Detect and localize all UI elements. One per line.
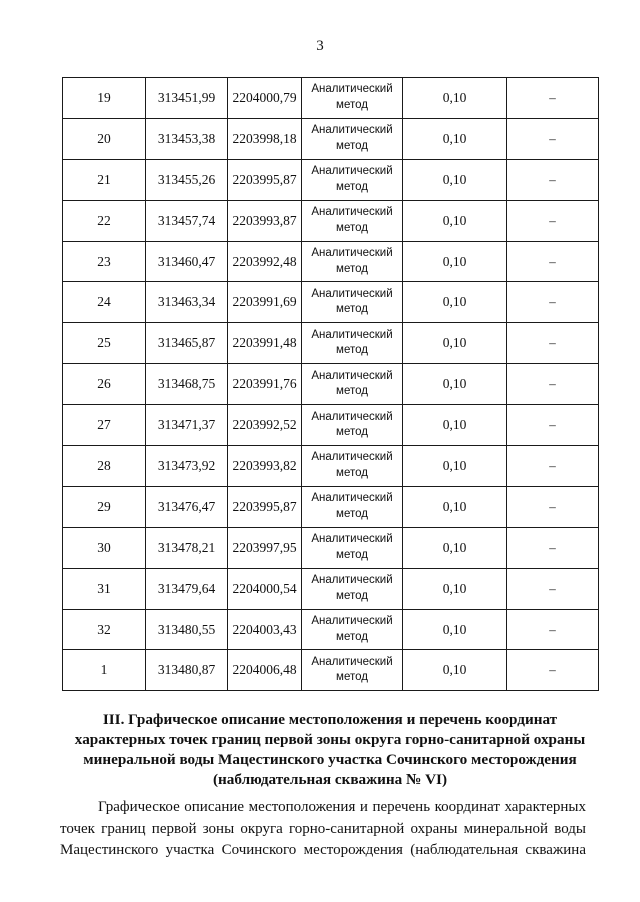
y-coordinate-cell: 2203992,48 — [228, 241, 302, 282]
note-cell: – — [507, 446, 599, 487]
method-cell: Аналитический метод — [302, 568, 403, 609]
y-coordinate-cell: 2203991,48 — [228, 323, 302, 364]
x-coordinate-cell: 313478,21 — [146, 527, 228, 568]
page-number: 3 — [316, 38, 324, 54]
x-coordinate-cell: 313479,64 — [146, 568, 228, 609]
y-coordinate-cell: 2203991,69 — [228, 282, 302, 323]
error-cell: 0,10 — [403, 568, 507, 609]
error-cell: 0,10 — [403, 486, 507, 527]
table-row — [63, 118, 599, 159]
x-coordinate-cell: 313457,74 — [146, 200, 228, 241]
method-cell: Аналитический метод — [302, 527, 403, 568]
error-cell: 0,10 — [403, 241, 507, 282]
error-cell: 0,10 — [403, 364, 507, 405]
method-cell: Аналитический метод — [302, 118, 403, 159]
table-row — [63, 78, 599, 119]
method-cell: Аналитический метод — [302, 609, 403, 650]
error-cell: 0,10 — [403, 527, 507, 568]
y-coordinate-cell: 2203997,95 — [228, 527, 302, 568]
table-row — [63, 486, 599, 527]
note-cell: – — [507, 609, 599, 650]
method-cell: Аналитический метод — [302, 78, 403, 119]
coordinates-table-body — [63, 78, 599, 691]
note-cell: – — [507, 78, 599, 119]
point-number-cell: 31 — [63, 568, 146, 609]
error-cell: 0,10 — [403, 405, 507, 446]
point-number-cell: 19 — [63, 78, 146, 119]
note-cell: – — [507, 200, 599, 241]
table-row — [63, 364, 599, 405]
table-row — [63, 405, 599, 446]
x-coordinate-cell: 313460,47 — [146, 241, 228, 282]
note-cell: – — [507, 282, 599, 323]
table-row — [63, 527, 599, 568]
point-number-cell: 22 — [63, 200, 146, 241]
note-cell: – — [507, 159, 599, 200]
method-cell: Аналитический метод — [302, 282, 403, 323]
error-cell: 0,10 — [403, 159, 507, 200]
note-cell: – — [507, 364, 599, 405]
point-number-cell: 24 — [63, 282, 146, 323]
x-coordinate-cell: 313480,87 — [146, 650, 228, 691]
method-cell: Аналитический метод — [302, 323, 403, 364]
y-coordinate-cell: 2203991,76 — [228, 364, 302, 405]
error-cell: 0,10 — [403, 609, 507, 650]
note-cell: – — [507, 568, 599, 609]
error-cell: 0,10 — [403, 323, 507, 364]
method-cell: Аналитический метод — [302, 159, 403, 200]
x-coordinate-cell: 313468,75 — [146, 364, 228, 405]
error-cell: 0,10 — [403, 118, 507, 159]
point-number-cell: 32 — [63, 609, 146, 650]
table-row — [63, 446, 599, 487]
point-number-cell: 1 — [63, 650, 146, 691]
y-coordinate-cell: 2204000,79 — [228, 78, 302, 119]
table-row — [63, 568, 599, 609]
point-number-cell: 21 — [63, 159, 146, 200]
point-number-cell: 30 — [63, 527, 146, 568]
point-number-cell: 29 — [63, 486, 146, 527]
error-cell: 0,10 — [403, 650, 507, 691]
method-cell: Аналитический метод — [302, 241, 403, 282]
y-coordinate-cell: 2203993,87 — [228, 200, 302, 241]
x-coordinate-cell: 313473,92 — [146, 446, 228, 487]
table-row — [63, 650, 599, 691]
y-coordinate-cell: 2204000,54 — [228, 568, 302, 609]
point-number-cell: 20 — [63, 118, 146, 159]
coordinates-table — [62, 77, 599, 691]
error-cell: 0,10 — [403, 200, 507, 241]
note-cell: – — [507, 527, 599, 568]
y-coordinate-cell: 2203992,52 — [228, 405, 302, 446]
table-row — [63, 323, 599, 364]
point-number-cell: 23 — [63, 241, 146, 282]
section-heading: III. Графическое описание местоположения и перечень координат характерных точек границ первой зоны округа горно-санитарной охраны минеральной воды Мацестинского участка Сочинского месторождения (наблюдательная скважина № VI) — [74, 711, 586, 788]
method-cell: Аналитический метод — [302, 446, 403, 487]
note-cell: – — [507, 118, 599, 159]
x-coordinate-cell: 313471,37 — [146, 405, 228, 446]
method-cell: Аналитический метод — [302, 650, 403, 691]
table-row — [63, 159, 599, 200]
method-cell: Аналитический метод — [302, 486, 403, 527]
note-cell: – — [507, 323, 599, 364]
y-coordinate-cell: 2203995,87 — [228, 486, 302, 527]
method-cell: Аналитический метод — [302, 364, 403, 405]
x-coordinate-cell: 313476,47 — [146, 486, 228, 527]
x-coordinate-cell: 313451,99 — [146, 78, 228, 119]
error-cell: 0,10 — [403, 282, 507, 323]
table-row — [63, 200, 599, 241]
method-cell: Аналитический метод — [302, 200, 403, 241]
note-cell: – — [507, 486, 599, 527]
y-coordinate-cell: 2203993,82 — [228, 446, 302, 487]
point-number-cell: 26 — [63, 364, 146, 405]
table-row — [63, 282, 599, 323]
x-coordinate-cell: 313480,55 — [146, 609, 228, 650]
x-coordinate-cell: 313465,87 — [146, 323, 228, 364]
y-coordinate-cell: 2204003,43 — [228, 609, 302, 650]
note-cell: – — [507, 405, 599, 446]
y-coordinate-cell: 2203995,87 — [228, 159, 302, 200]
method-cell: Аналитический метод — [302, 405, 403, 446]
note-cell: – — [507, 650, 599, 691]
x-coordinate-cell: 313453,38 — [146, 118, 228, 159]
error-cell: 0,10 — [403, 446, 507, 487]
point-number-cell: 28 — [63, 446, 146, 487]
error-cell: 0,10 — [403, 78, 507, 119]
x-coordinate-cell: 313463,34 — [146, 282, 228, 323]
y-coordinate-cell: 2203998,18 — [228, 118, 302, 159]
y-coordinate-cell: 2204006,48 — [228, 650, 302, 691]
note-cell: – — [507, 241, 599, 282]
body-paragraph: Графическое описание местоположения и перечень координат характерных точек границ первой зоны округа горно-санитарной охраны минеральной воды Мацестинского участка Сочинского месторождения (наблюдательная скважина — [60, 799, 586, 858]
point-number-cell: 25 — [63, 323, 146, 364]
x-coordinate-cell: 313455,26 — [146, 159, 228, 200]
point-number-cell: 27 — [63, 405, 146, 446]
table-row — [63, 241, 599, 282]
table-row — [63, 609, 599, 650]
